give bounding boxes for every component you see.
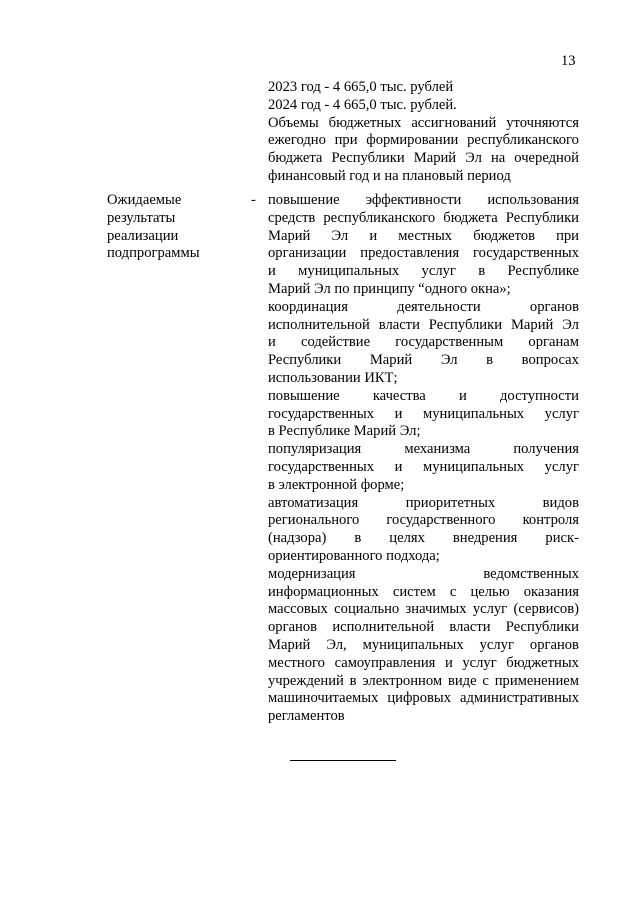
word: целях: [389, 530, 425, 547]
word: регионального: [268, 512, 360, 529]
word: бюджетов: [473, 227, 535, 244]
result-line: Марий Эл по принципу “одного окна»;: [268, 280, 511, 297]
word: и: [458, 387, 467, 404]
result-line: [268, 601, 579, 619]
word: местного: [268, 654, 325, 671]
result-line: [268, 228, 579, 246]
word: повышение: [268, 387, 340, 404]
word: повышение: [268, 192, 340, 208]
text-line: 2024 год - 4 665,0 тыс. рублей.: [268, 96, 457, 113]
word: электронном: [362, 672, 443, 689]
expected-results-text: [268, 192, 579, 726]
result-line: [268, 352, 579, 370]
word: применением: [494, 672, 579, 689]
funding-volume-continuation: [268, 79, 579, 186]
result-line: [268, 388, 579, 406]
word: в: [349, 672, 357, 689]
text-line: финансовый год и на плановый период: [268, 167, 511, 184]
word: бюджета: [268, 150, 323, 167]
word: доступности: [499, 387, 579, 404]
word: ассигнований: [411, 114, 497, 131]
word: услуг: [462, 654, 497, 671]
result-line: [268, 655, 579, 673]
word: органов: [529, 636, 579, 653]
word: с: [482, 672, 489, 689]
page-number: 13: [561, 53, 576, 69]
word: формировании: [366, 132, 459, 149]
word: муниципальных: [298, 263, 400, 280]
word: государственного: [386, 512, 496, 529]
word: Объемы: [268, 114, 319, 131]
word: исполнительной: [332, 619, 435, 636]
result-line: [268, 317, 579, 335]
word: самоуправления: [334, 654, 436, 671]
word: риск-: [545, 530, 579, 547]
word: средств: [268, 209, 316, 226]
label-line: подпрограммы: [107, 245, 200, 262]
result-line: [268, 690, 579, 708]
word: координация: [268, 298, 348, 315]
word: автоматизация: [268, 494, 359, 511]
word: качества: [372, 387, 426, 404]
word: ежегодно: [268, 132, 326, 149]
word: очередной: [514, 150, 579, 167]
word: при: [556, 227, 579, 244]
word: информационных: [268, 583, 379, 600]
word: Эл,: [326, 636, 347, 653]
word: организации: [268, 245, 347, 262]
word: государственных: [268, 458, 375, 475]
word: эффективности: [365, 192, 462, 208]
word: органов: [268, 619, 318, 636]
word: Марий: [268, 227, 311, 244]
word: административных: [460, 690, 579, 707]
word: государственным: [395, 334, 504, 351]
word: в: [478, 263, 486, 280]
word: (надзора): [268, 530, 327, 547]
result-line: ориентированного подхода;: [268, 547, 440, 564]
end-rule: [290, 760, 396, 761]
word: массовых: [268, 601, 328, 618]
word: государственных: [268, 405, 375, 422]
result-line: [268, 512, 579, 530]
result-line: [268, 619, 579, 637]
word: Эл: [331, 227, 349, 244]
result-line: [268, 584, 579, 602]
word: (сервисов): [513, 601, 579, 618]
result-line: [268, 441, 579, 459]
result-line: [268, 192, 579, 210]
word: услуг: [544, 458, 579, 475]
word: социально: [334, 601, 400, 618]
word: республиканского: [323, 209, 436, 226]
word: бюджета: [443, 209, 498, 226]
result-line: [268, 263, 579, 281]
result-line: в электронной форме;: [268, 476, 405, 493]
word: в: [486, 352, 494, 369]
word: использования: [487, 192, 579, 208]
word: власти: [449, 619, 491, 636]
word: внедрения: [452, 530, 518, 547]
word: государственных: [472, 245, 579, 262]
word: Республики: [505, 619, 579, 636]
result-line: [268, 334, 579, 352]
word: и: [394, 458, 403, 475]
result-line: [268, 495, 579, 513]
result-line: [268, 245, 579, 263]
word: машиночитаемых: [268, 690, 379, 707]
word: республиканского: [467, 132, 579, 149]
word: Эл: [465, 150, 482, 167]
word: видов: [542, 494, 579, 511]
word: бюджетных: [328, 114, 402, 131]
word: приоритетных: [405, 494, 496, 511]
result-line: [268, 210, 579, 228]
word: получения: [513, 441, 579, 458]
word: услуг: [479, 636, 514, 653]
result-line: [268, 530, 579, 548]
word: с: [449, 583, 457, 600]
word: органов: [529, 298, 579, 315]
word: и: [268, 263, 276, 280]
word: значимых: [405, 601, 467, 618]
result-line: [268, 459, 579, 477]
word: систем: [392, 583, 436, 600]
word: услуг: [544, 405, 579, 422]
word: услуг: [421, 263, 456, 280]
text-line: [268, 115, 579, 133]
word: и: [268, 334, 276, 351]
word: и: [394, 405, 403, 422]
word: исполнительной: [268, 316, 370, 333]
text-line: [268, 150, 579, 168]
word: Эл: [562, 316, 579, 333]
word: Марий: [369, 352, 413, 369]
word: власти: [378, 316, 420, 333]
word: Марий: [268, 636, 311, 653]
word: на: [490, 150, 506, 167]
result-line: использовании ИКТ;: [268, 369, 398, 386]
label-line: результаты: [107, 209, 176, 226]
word: Республики: [331, 150, 405, 167]
word: учреждений: [268, 672, 344, 689]
result-line: [268, 673, 579, 691]
word: цифровых: [387, 690, 452, 707]
label-line: Ожидаемые: [107, 192, 182, 208]
word: Республики: [428, 316, 503, 333]
word: местных: [398, 227, 453, 244]
word: бюджетных: [506, 654, 579, 671]
word: оказания: [523, 583, 579, 600]
word: органам: [528, 334, 579, 351]
text-line: 2023 год - 4 665,0 тыс. рублей: [268, 79, 454, 95]
word: Республике: [507, 263, 579, 280]
word: и: [444, 654, 453, 671]
word: муниципальных: [362, 636, 464, 653]
word: популяризация: [268, 441, 362, 458]
word: виде: [447, 672, 477, 689]
word: Республики: [505, 209, 579, 226]
word: целью: [470, 583, 510, 600]
word: Марий: [413, 150, 457, 167]
word: при: [334, 132, 358, 149]
word: вопросах: [521, 352, 579, 369]
result-line: [268, 637, 579, 655]
word: Эл: [440, 352, 458, 369]
word: услуг: [472, 601, 508, 618]
row-dash: -: [251, 192, 256, 208]
word: контроля: [522, 512, 579, 529]
word: ведомственных: [483, 565, 579, 582]
word: Марий: [510, 316, 554, 333]
word: муниципальных: [423, 458, 525, 475]
word: Республики: [268, 352, 342, 369]
result-line: [268, 566, 579, 584]
text-line: [268, 132, 579, 150]
result-line: [268, 406, 579, 424]
word: модернизация: [268, 565, 356, 582]
word: уточняются: [506, 114, 579, 131]
label-line: реализации: [107, 227, 179, 244]
word: предоставления: [360, 245, 460, 262]
word: и: [369, 227, 378, 244]
word: муниципальных: [423, 405, 525, 422]
result-line: регламентов: [268, 708, 345, 725]
word: в: [354, 530, 362, 547]
word: механизма: [404, 441, 471, 458]
word: деятельности: [397, 298, 481, 315]
word: содействие: [300, 334, 371, 351]
expected-results-label: [107, 192, 247, 263]
result-line: в Республике Марий Эл;: [268, 423, 421, 440]
result-line: [268, 299, 579, 317]
